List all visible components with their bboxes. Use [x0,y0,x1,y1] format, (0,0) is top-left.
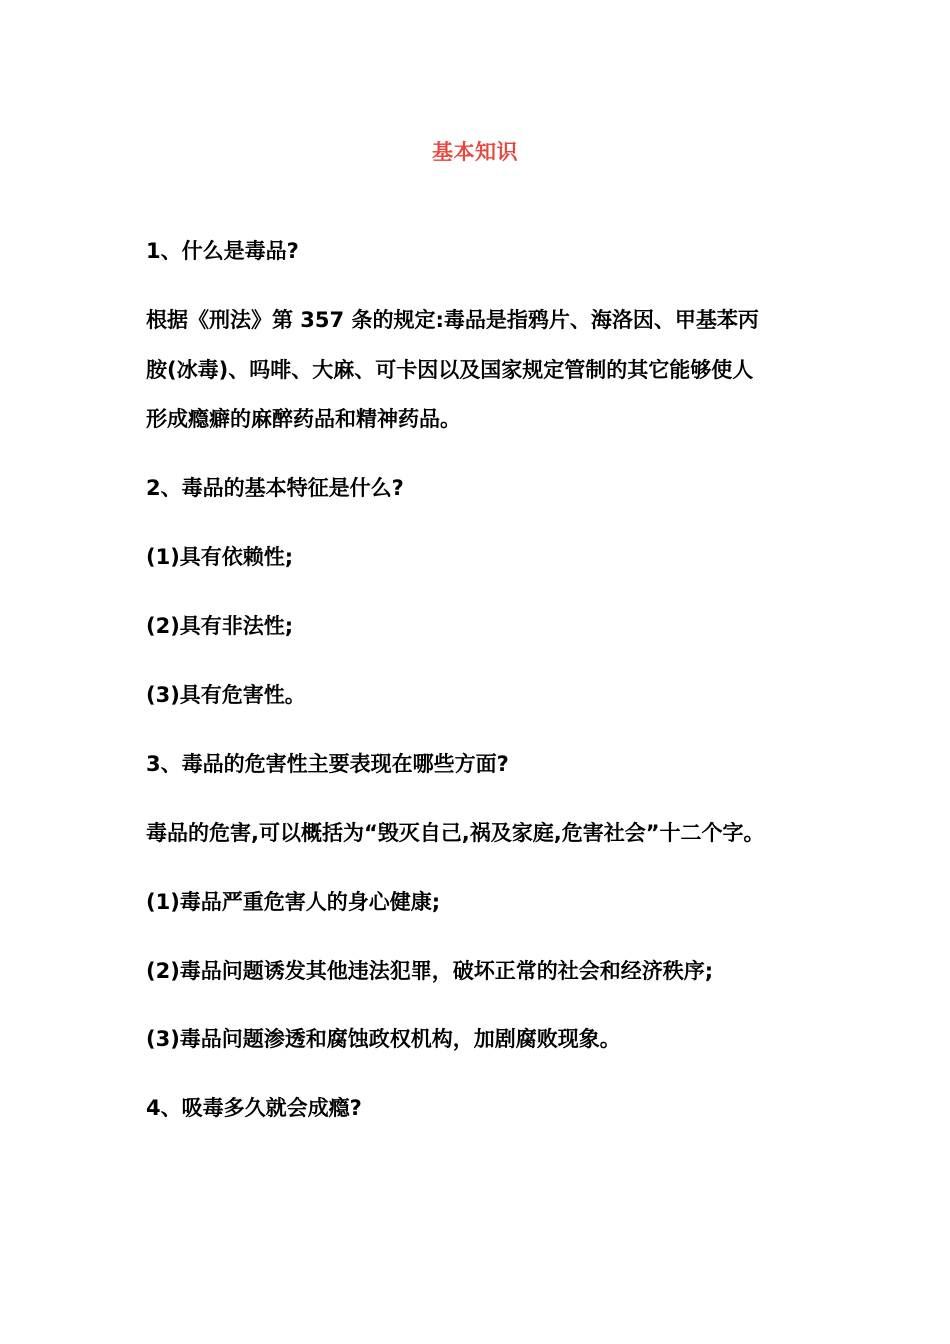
list-item: (2)具有非法性; [146,614,294,638]
list-item: (1)具有依赖性; [146,545,294,569]
list-item: (3)具有危害性。 [146,683,306,707]
paragraph-line: 毒品的危害,可以概括为“毁灭自己,祸及家庭,危害社会”十二个字。 [146,821,765,845]
list-item: (1)毒品严重危害人的身心健康; [146,890,441,914]
question-heading: 2、毒品的基本特征是什么? [146,476,404,500]
paragraph-line: 根据《刑法》第 357 条的规定:毒品是指鸦片、海洛因、甲基苯丙 [146,308,759,332]
question-heading: 3、毒品的危害性主要表现在哪些方面? [146,752,509,776]
paragraph-line: 形成瘾癖的麻醉药品和精神药品。 [146,407,461,431]
list-item: (2)毒品问题诱发其他违法犯罪，破坏正常的社会和经济秩序; [146,959,714,983]
document-title: 基本知识 [432,140,518,164]
paragraph-line: 胺(冰毒)、吗啡、大麻、可卡因以及国家规定管制的其它能够使人 [146,358,754,382]
question-heading: 1、什么是毒品? [146,239,299,263]
list-item: (3)毒品问题渗透和腐蚀政权机构，加剧腐败现象。 [146,1027,621,1051]
question-heading: 4、吸毒多久就会成瘾? [146,1096,362,1120]
